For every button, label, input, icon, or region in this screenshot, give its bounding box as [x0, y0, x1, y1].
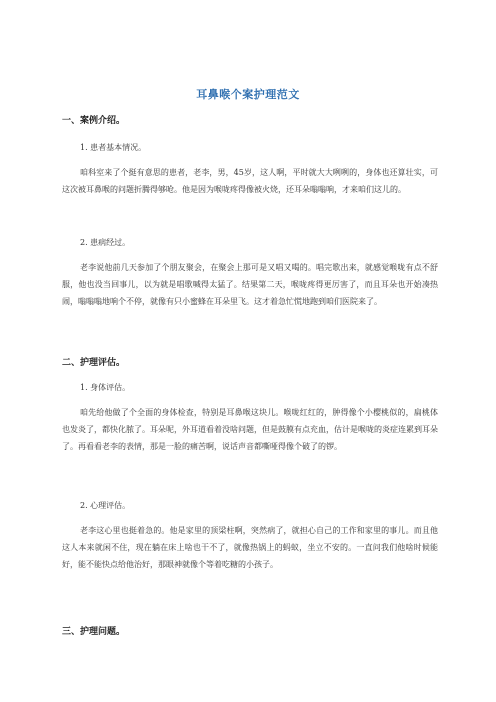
paragraph-physical-assessment: 咱先给他做了个全面的身体检查，特别是耳鼻喉这块儿。喉咙红红的，肿得像个小樱桃似的，扁桃体也发炎了，都快化脓了。耳朵呢，外耳道看着没啥问题，但是鼓膜有点充血，估计是喉咙的炎症连累到耳朵了。再看看老李的表情，那是一脸的痛苦啊，说话声音都嘶哑得像个破了的锣。	[62, 408, 438, 451]
document-title: 耳鼻喉个案护理范文	[196, 88, 300, 101]
item-label-physical-assessment: 1. 身体评估。	[80, 383, 131, 392]
paragraph-basic-info: 咱科室来了个挺有意思的患者，老李，男，45岁，这人啊，平时就大大咧咧的，身体也还算壮实，可这次被耳鼻喉的问题折腾得够呛。他是因为喉咙疼得像被火烧，还耳朵嗡嗡响，才来咱们这儿的。	[62, 168, 438, 194]
paragraph-illness-history: 老李说他前几天参加了个朋友聚会，在聚会上那可是又唱又喝的。唱完歌出来，就感觉喉咙有点不舒服，他也没当回事儿，以为就是唱歌喊得太猛了。结果第二天，喉咙疼得更厉害了，而且耳朵也开始凑热闹，嗡嗡嗡地响个不停，就像有只小蜜蜂在耳朵里飞。这才着急忙慌地跑到咱们医院来了。	[62, 263, 438, 306]
item-label-psychological-assessment: 2. 心理评估。	[80, 501, 131, 510]
item-label-basic-info: 1. 患者基本情况。	[80, 143, 147, 152]
section-heading-case-intro: 一、案例介绍。	[62, 116, 126, 126]
section-heading-nursing-problems: 三、护理问题。	[62, 627, 126, 637]
item-label-illness-history: 2. 患病经过。	[80, 238, 131, 247]
section-heading-nursing-assessment: 二、护理评估。	[62, 358, 126, 368]
paragraph-psychological-assessment: 老李这心里也挺着急的。他是家里的顶梁柱啊，突然病了，就担心自己的工作和家里的事儿。而且他这人本来就闲不住，现在躺在床上啥也干不了，就像热锅上的蚂蚁，坐立不安的。一直问我们他啥时候能好，能不能快点给他治好，那眼神就像个等着吃糖的小孩子。	[62, 526, 438, 569]
